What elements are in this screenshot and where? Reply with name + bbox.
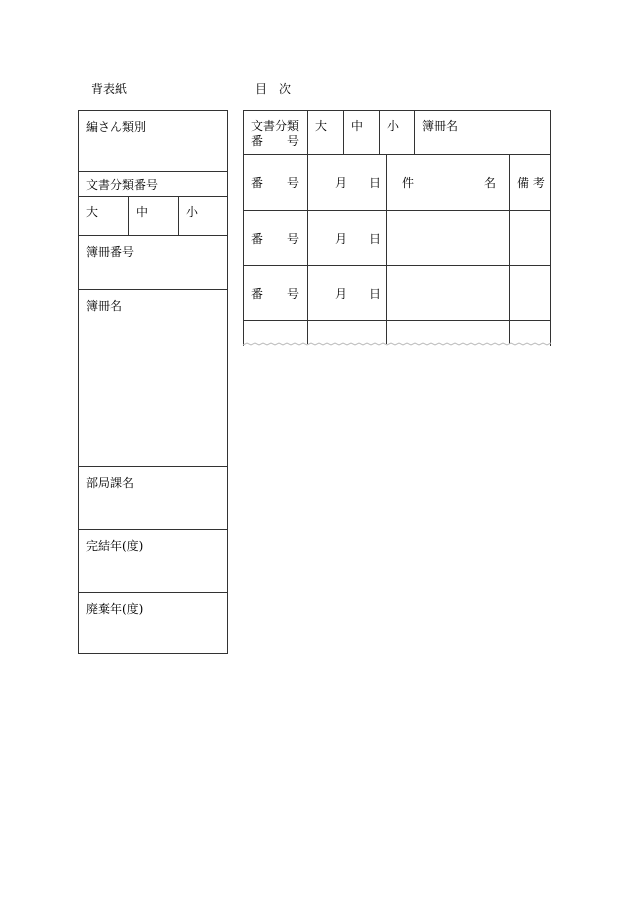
toc-row-day-label: 日 bbox=[369, 287, 382, 301]
toc-small-label: 小 bbox=[387, 119, 400, 133]
toc-doc-class-label-1: 文書分類 bbox=[251, 119, 300, 133]
spine-volume-number-row bbox=[79, 236, 227, 290]
spine-doc-class-label: 文書分類番号 bbox=[86, 178, 159, 192]
spine-small-cell bbox=[179, 197, 227, 235]
toc-row-divider bbox=[244, 265, 550, 266]
toc-large-label: 大 bbox=[315, 119, 328, 133]
toc-col-divider bbox=[414, 111, 415, 154]
spine-medium-label: 中 bbox=[136, 205, 149, 219]
toc-row-number-label: 番 号 bbox=[251, 176, 300, 190]
toc-row-month-label: 月 bbox=[335, 232, 348, 246]
toc-col-divider bbox=[379, 111, 380, 154]
toc-row-number-label: 番 号 bbox=[251, 287, 300, 301]
toc-row-number-label: 番 号 bbox=[251, 232, 300, 246]
spine-volume-name-label: 簿冊名 bbox=[86, 299, 123, 313]
spine-department-row bbox=[79, 467, 227, 530]
toc-doc-class-label-2: 番 号 bbox=[251, 134, 300, 148]
toc-row-day-label: 日 bbox=[369, 232, 382, 246]
spine-large-cell bbox=[79, 197, 129, 235]
toc-col-divider bbox=[307, 111, 308, 154]
toc-subject-label-2: 名 bbox=[484, 176, 497, 190]
spine-table bbox=[78, 110, 228, 654]
spine-title: 背表紙 bbox=[91, 82, 128, 96]
toc-row-month-label: 月 bbox=[335, 176, 348, 190]
spine-category-label: 編さん類別 bbox=[86, 120, 147, 134]
toc-col-divider bbox=[509, 154, 510, 344]
toc-row-day-label: 日 bbox=[369, 176, 382, 190]
spine-department-label: 部局課名 bbox=[86, 476, 135, 490]
spine-small-label: 小 bbox=[186, 205, 199, 219]
toc-torn-edge bbox=[243, 341, 551, 349]
spine-completion-year-label: 完結年(度) bbox=[86, 539, 144, 553]
spine-large-label: 大 bbox=[86, 205, 99, 219]
spine-medium-cell bbox=[129, 197, 179, 235]
toc-remarks-label: 備 考 bbox=[517, 176, 545, 190]
spine-doc-class-row bbox=[79, 172, 227, 197]
toc-subject-label-1: 件 bbox=[402, 176, 415, 190]
spine-disposal-year-row bbox=[79, 593, 227, 653]
spine-disposal-year-label: 廃棄年(度) bbox=[86, 602, 144, 616]
toc-row-month-label: 月 bbox=[335, 287, 348, 301]
spine-volume-number-label: 簿冊番号 bbox=[86, 245, 135, 259]
toc-col-divider bbox=[343, 111, 344, 154]
spine-completion-year-row bbox=[79, 530, 227, 593]
toc-col-divider bbox=[307, 154, 308, 344]
spine-class-size-row bbox=[79, 197, 227, 236]
spine-category-row bbox=[79, 111, 227, 172]
toc-row-divider bbox=[244, 210, 550, 211]
toc-row-divider bbox=[244, 320, 550, 321]
toc-row-divider bbox=[244, 154, 550, 155]
toc-title: 目 次 bbox=[255, 82, 292, 96]
toc-col-divider bbox=[386, 154, 387, 344]
toc-table bbox=[243, 110, 551, 346]
toc-medium-label: 中 bbox=[351, 119, 364, 133]
toc-volume-name-label: 簿冊名 bbox=[422, 119, 459, 133]
spine-volume-name-row bbox=[79, 290, 227, 467]
